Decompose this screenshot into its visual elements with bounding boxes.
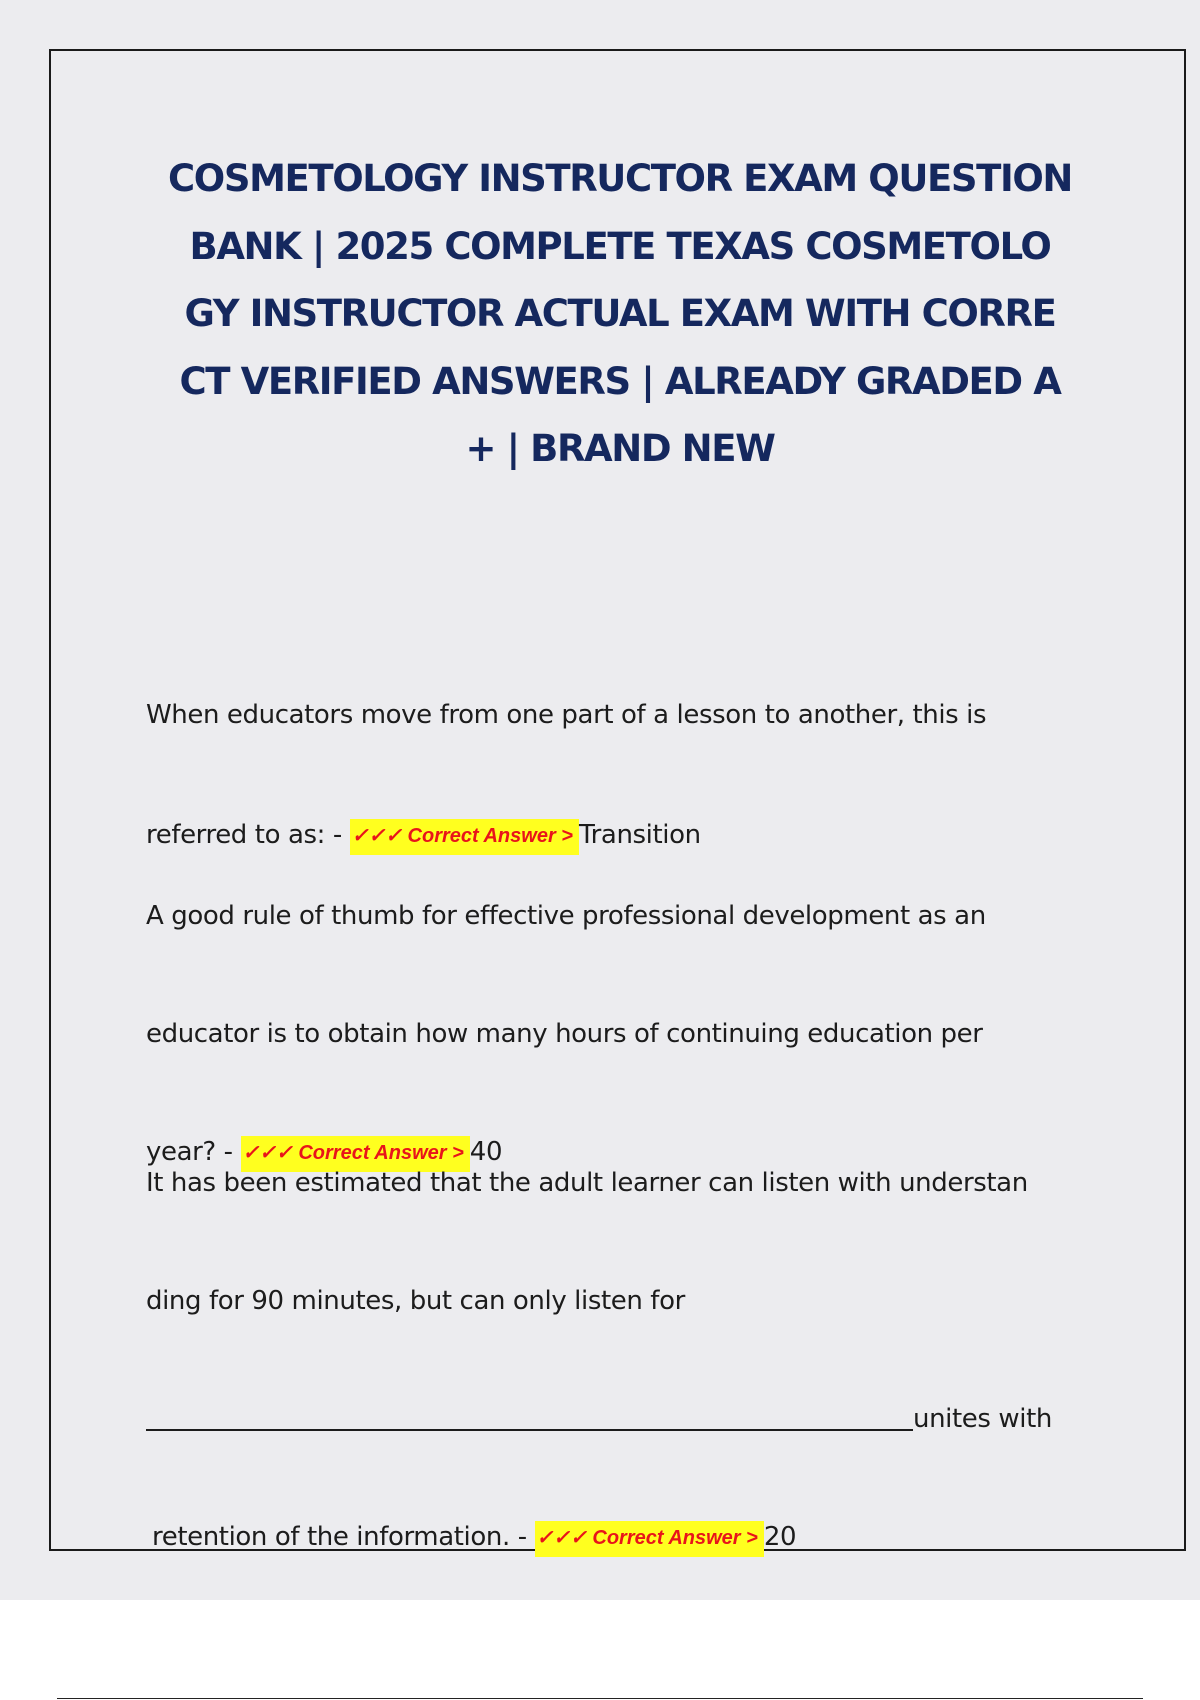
question-3-prefix: retention of the information. - [152,1522,535,1552]
question-3-suffix: unites with [913,1404,1052,1434]
question-2-line-2: educator is to obtain how many hours of continuing education per [146,1019,983,1049]
correct-answer-tag: ✓✓✓ Correct Answer > [350,819,579,855]
document-title: COSMETOLOGY INSTRUCTOR EXAM QUESTION BANK | 2025 COMPLETE TEXAS COSMETOLO GY INSTRUCTOR ACTUAL EXAM WITH CORRE CT VERIFIED ANSWERS | ALREADY GRADED A + | BRAND NEW [168,157,1072,470]
correct-answer-tag: ✓✓✓ Correct Answer > [535,1521,764,1557]
question-3-line-3 [146,1390,1076,1449]
question-1-prefix: referred to as: - [146,820,350,850]
question-2-prefix: year? - [146,1137,241,1167]
question-1-line-1: When educators move from one part of a lesson to another, this is [146,700,987,730]
answer-3: 20 [763,1522,797,1552]
answer-1: Transition [578,820,701,850]
answer-2: 40 [469,1137,503,1167]
question-2-line-1: A good rule of thumb for effective professional development as an [146,901,986,931]
question-3-line-4 [146,1508,1076,1567]
fill-in-blank-line [146,1405,913,1431]
correct-answer-tag: ✓✓✓ Correct Answer > [241,1136,470,1172]
question-3-line-2: ding for 90 minutes, but can only listen for [146,1286,685,1316]
question-3 [146,1095,1076,1626]
footer-divider [57,1698,1143,1699]
question-3-line-1: It has been estimated that the adult learner can listen with understan [146,1168,1028,1198]
